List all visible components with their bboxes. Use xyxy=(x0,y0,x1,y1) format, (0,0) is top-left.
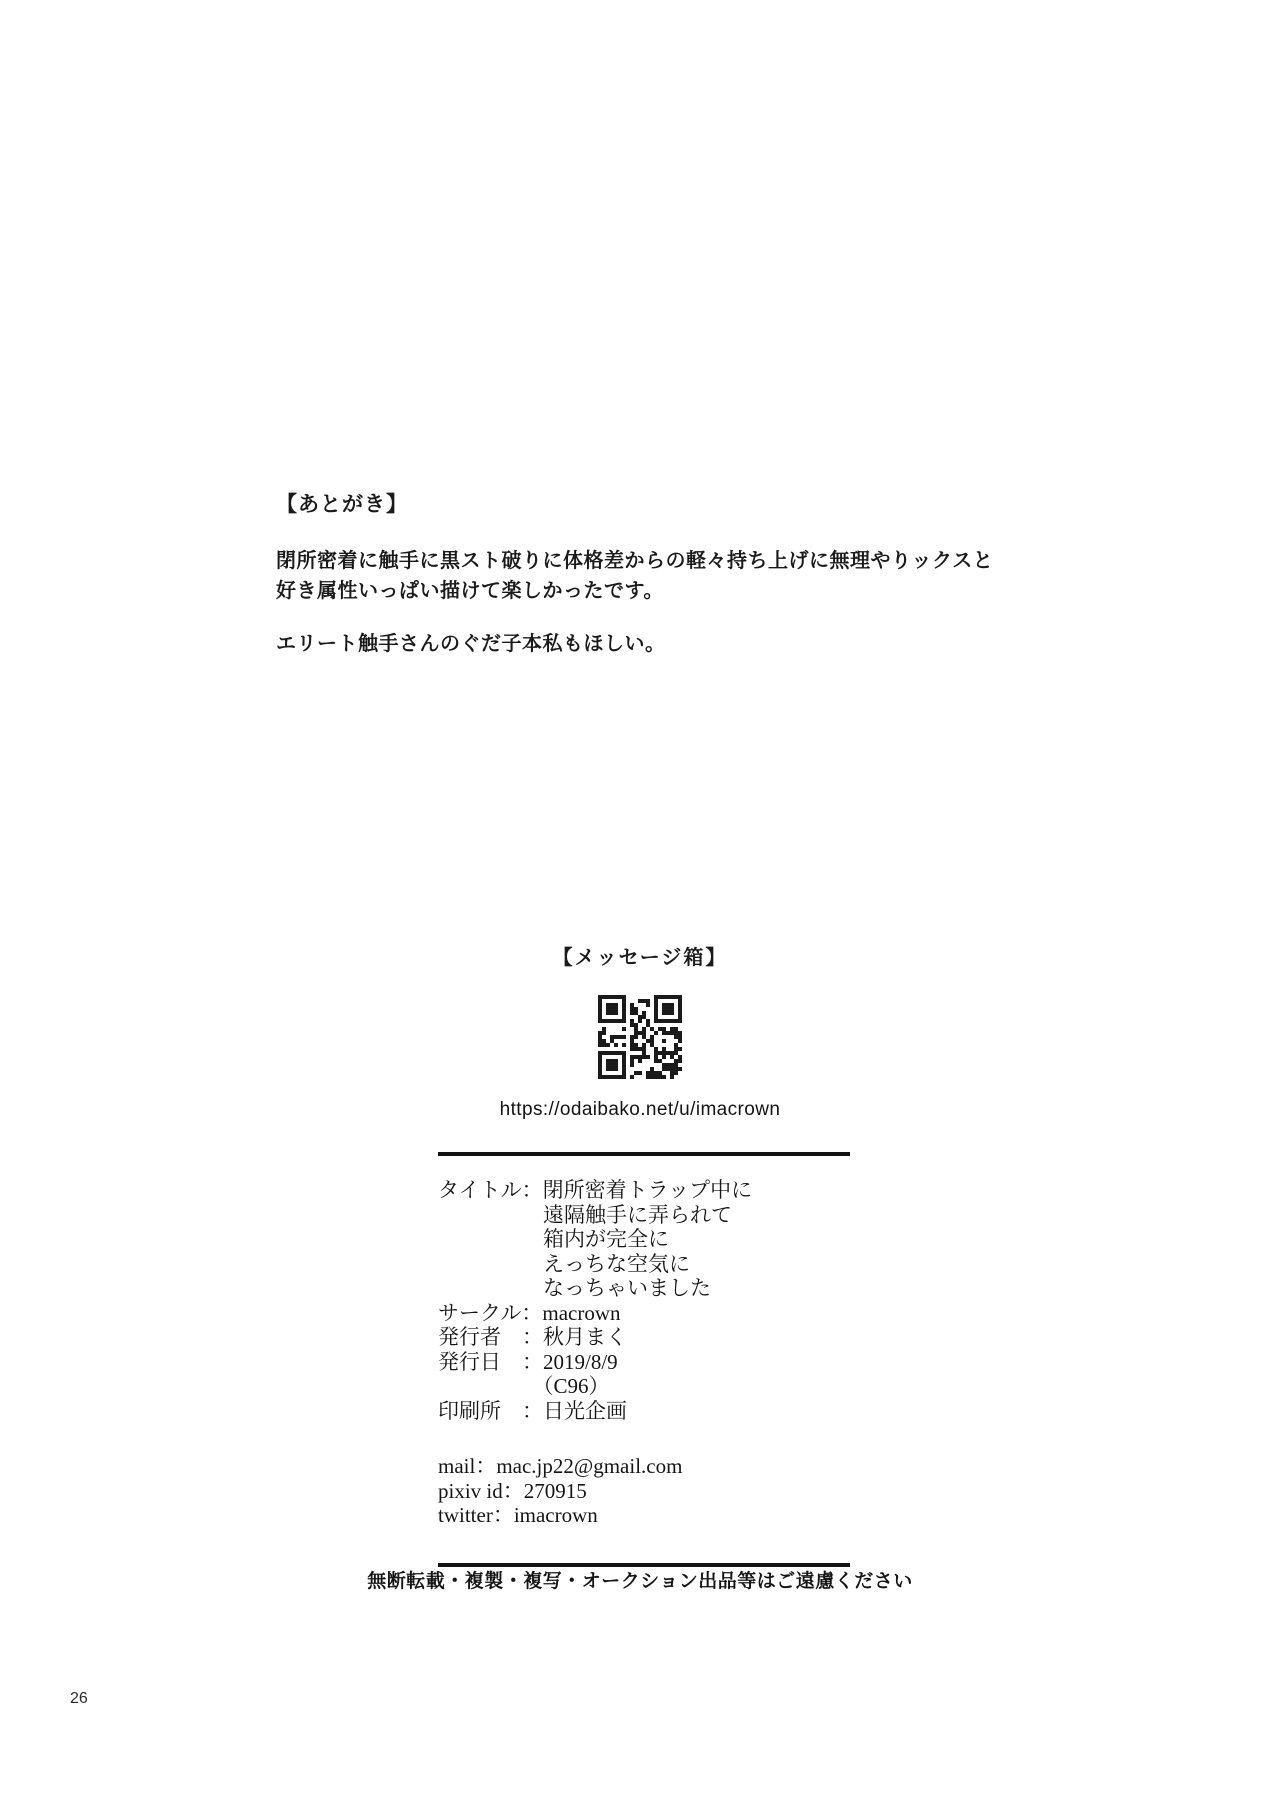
message-box-heading: 【メッセージ箱】 xyxy=(552,947,728,969)
afterword-line: 閉所密着に触手に黒スト破りに体格差からの軽々持ち上げに無理やりックスと xyxy=(276,550,994,572)
colophon-row-title3: 箱内が完全に xyxy=(438,1227,669,1251)
colophon-row-title4: えっちな空気に xyxy=(438,1251,690,1276)
colophon-section xyxy=(438,1152,850,1567)
colophon-row-title: タイトル：閉所密着トラップ中に xyxy=(438,1178,753,1202)
afterword-paragraph xyxy=(276,546,1066,606)
colophon-row-pixiv: pixiv id：270915 xyxy=(438,1478,587,1503)
colophon-row-circle: サークル：macrown xyxy=(438,1300,621,1325)
colophon-row-twitter: twitter：imacrown xyxy=(438,1503,598,1527)
colophon-top-rule xyxy=(438,1152,850,1156)
afterword-section xyxy=(276,488,1066,659)
message-box-section xyxy=(0,941,1280,1121)
afterword-heading: 【あとがき】 xyxy=(276,493,408,516)
afterword-closing-line: エリート触手さんのぐだ子本私もほしい。 xyxy=(276,633,666,655)
colophon-row-title5: なっちゃいました xyxy=(438,1276,711,1300)
message-box-url: https://odaibako.net/u/imacrown xyxy=(499,1099,781,1120)
colophon-contact-rows xyxy=(438,1454,850,1528)
colophon-row-author: 発行者 ：秋月まく xyxy=(438,1325,627,1349)
colophon-row-event: （C96） xyxy=(438,1374,610,1398)
colophon-row-printer: 印刷所 ：日光企画 xyxy=(438,1398,627,1423)
colophon-rows xyxy=(438,1178,850,1423)
qr-code-icon xyxy=(598,995,682,1079)
afterword-line: 好き属性いっぱい描けて楽しかったです。 xyxy=(276,580,664,602)
colophon-row-title2: 遠隔触手に弄られて xyxy=(438,1202,732,1227)
colophon-row-date: 発行日 ：2019/8/9 xyxy=(438,1349,618,1374)
page-number: 26 xyxy=(70,1690,88,1707)
copyright-notice: 無断転載・複製・複写・オークション出品等はご遠慮ください xyxy=(367,1571,913,1592)
colophon-row-mail: mail：mac.jp22@gmail.com xyxy=(438,1454,683,1478)
